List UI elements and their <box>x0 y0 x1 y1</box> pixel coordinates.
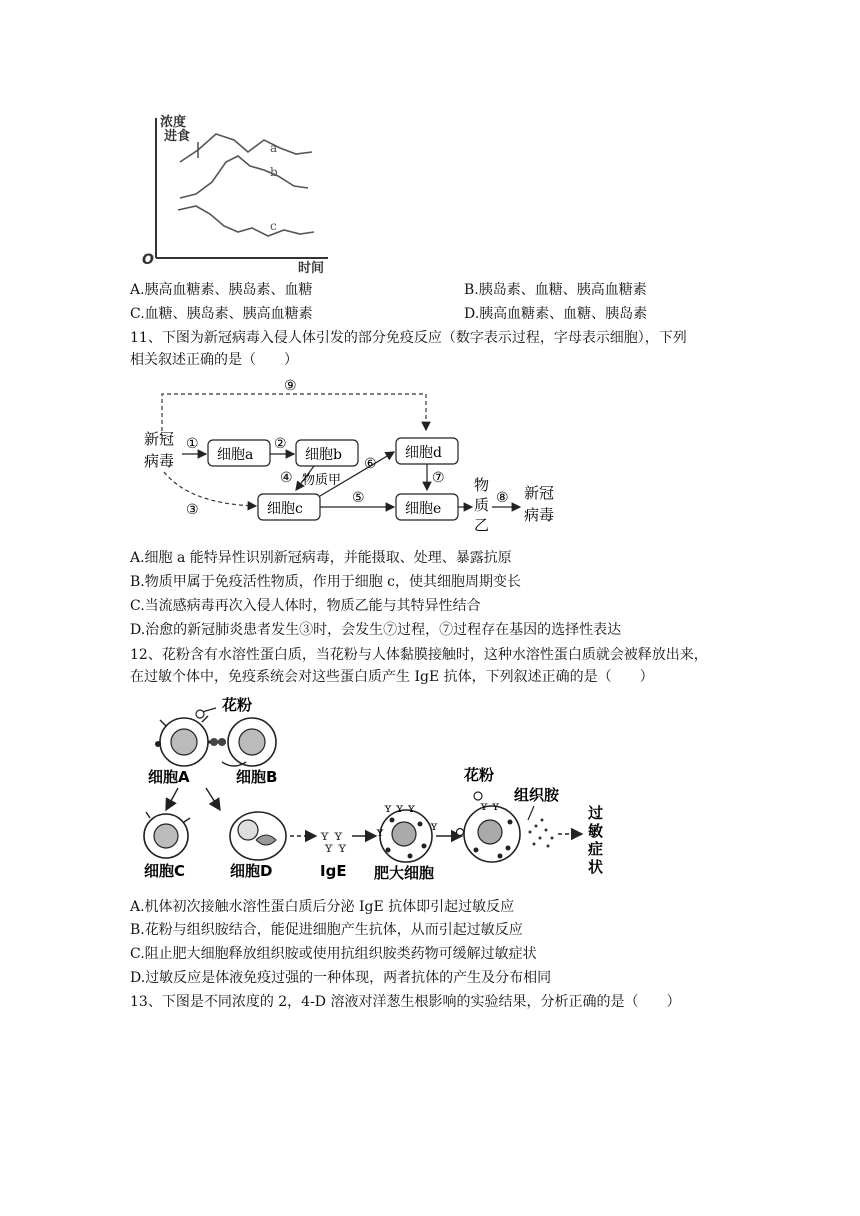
substance-yi-3: 乙 <box>474 516 490 534</box>
antigen-dot <box>218 738 226 746</box>
histamine-pointer <box>528 806 534 820</box>
step-7: ⑦ <box>432 470 445 486</box>
q10-option-b[interactable]: B.胰岛素、血糖、胰高血糖素 <box>464 282 647 298</box>
substance-yi-1: 物 <box>474 476 490 494</box>
cell-D-label: 细胞D <box>230 862 273 880</box>
svg-text:ʏ: ʏ <box>376 825 384 839</box>
q10-option-c[interactable]: C.血糖、胰岛素、胰高血糖素 <box>130 306 313 322</box>
ige-glyphs: ʏ ʏ <box>324 840 347 856</box>
q11-stem-line1: 11、下图为新冠病毒入侵人体引发的部分免疫反应（数字表示过程，字母表示细胞），下列 <box>130 330 687 346</box>
cell-D <box>230 812 286 860</box>
cell-C-label: 细胞C <box>144 862 186 880</box>
q13-stem: 13、下图是不同浓度的 2，4-D 溶液对洋葱生根影响的实验结果，分析正确的是（ ） <box>130 994 681 1010</box>
curve-c <box>178 206 314 236</box>
symptom-1: 过 <box>588 804 604 822</box>
x-axis-label: 时间 <box>298 261 325 274</box>
A-to-D-arrow <box>206 788 220 810</box>
cell-e-label: 细胞e <box>405 501 442 517</box>
curve-a <box>180 134 312 162</box>
cell-b-label: 细胞b <box>305 447 342 463</box>
substance-yi-2: 质 <box>474 496 490 514</box>
svg-text:ʏ: ʏ <box>430 819 438 833</box>
substance-jia-label: 物质甲 <box>302 473 342 488</box>
virus-right-line2: 病毒 <box>524 506 555 524</box>
cell-B <box>228 718 276 766</box>
q12-option-b[interactable]: B.花粉与组织胺结合，能促进细胞产生抗体，从而引起过敏反应 <box>130 922 523 938</box>
pollen-pointer <box>202 708 216 712</box>
cell-A-label: 细胞A <box>148 768 190 786</box>
q10-option-d[interactable]: D.胰高血糖素、血糖、胰岛素 <box>464 306 648 322</box>
cell-c-label: 细胞c <box>267 501 303 517</box>
cell-d-label: 细胞d <box>405 445 442 461</box>
q11-immune-diagram <box>130 372 590 544</box>
antigen-dot <box>210 738 218 746</box>
step-5: ⑤ <box>352 490 365 506</box>
ige-glyphs: ʏ ʏ <box>320 828 343 844</box>
virus-right-line1: 新冠 <box>524 484 555 502</box>
virus-left-line1: 新冠 <box>144 430 175 448</box>
pollen-top-label: 花粉 <box>222 696 253 714</box>
curve-b <box>180 156 308 198</box>
histamine-label: 组织胺 <box>514 786 560 804</box>
mast-cell <box>376 801 438 862</box>
q11-option-c[interactable]: C.当流感病毒再次入侵人体时，物质乙能与其特异性结合 <box>130 598 481 614</box>
curve-a-label: a <box>270 141 278 155</box>
curve-b-label: b <box>270 165 278 179</box>
pollen-right-label: 花粉 <box>464 766 495 784</box>
meal-label: 进食 <box>164 129 191 144</box>
svg-text:ʏ ʏ: ʏ ʏ <box>480 799 500 813</box>
step-8: ⑧ <box>496 490 509 506</box>
step-2: ② <box>274 436 287 452</box>
symptom-4: 状 <box>588 858 604 876</box>
cell-a-label: 细胞a <box>217 447 254 463</box>
cell-C <box>144 812 190 858</box>
q11-option-d[interactable]: D.治愈的新冠肺炎患者发生③时，会发生⑦过程，⑦过程存在基因的选择性表达 <box>130 622 622 638</box>
process-9-path <box>162 394 426 438</box>
cell-A <box>155 710 208 766</box>
q12-stem-line1: 12、花粉含有水溶性蛋白质，当花粉与人体黏膜接触时，这种水溶性蛋白质就会被释放出来， <box>130 647 708 663</box>
q11-option-a[interactable]: A.细胞 a 能特异性识别新冠病毒，并能摄取、处理、暴露抗原 <box>130 550 512 566</box>
virus-left-line2: 病毒 <box>144 452 175 470</box>
step-1: ① <box>186 436 199 452</box>
step-3: ③ <box>186 502 199 518</box>
q12-option-c[interactable]: C.阻止肥大细胞释放组织胺或使用抗组织胺类药物可缓解过敏症状 <box>130 946 537 962</box>
q10-option-a[interactable]: A.胰高血糖素、胰岛素、血糖 <box>130 282 313 298</box>
q12-option-a[interactable]: A.机体初次接触水溶性蛋白质后分泌 IgE 抗体即引起过敏反应 <box>130 899 515 915</box>
ige-label: IgE <box>320 862 347 880</box>
q12-stem-line2: 在过敏个体中，免疫系统会对这些蛋白质产生 IgE 抗体，下列叙述正确的是（ ） <box>130 669 654 685</box>
q11-option-b[interactable]: B.物质甲属于免疫活性物质，作用于细胞 c，使其细胞周期变长 <box>130 574 522 590</box>
curve-c-label: c <box>270 219 277 233</box>
pollen-grain <box>457 829 464 836</box>
q11-stem-line2: 相关叙述正确的是（ ） <box>130 352 298 368</box>
symptom-3: 症 <box>588 840 604 858</box>
cell-B-label: 细胞B <box>236 768 278 786</box>
svg-text:ʏ ʏ ʏ: ʏ ʏ ʏ <box>384 801 416 815</box>
step-6: ⑥ <box>364 456 377 472</box>
A-to-C-arrow <box>166 788 178 810</box>
process-3-path <box>164 472 256 506</box>
origin-label: O <box>142 252 154 268</box>
degranulating-mast-cell <box>464 799 520 862</box>
y-axis-label: 浓度 <box>160 115 187 130</box>
q10-graph <box>138 112 348 274</box>
q12-option-d[interactable]: D.过敏反应是体液免疫过强的一种体现，两者抗体的产生及分布相同 <box>130 970 552 986</box>
step-4: ④ <box>280 470 293 486</box>
histamine-particles <box>529 819 554 848</box>
symptom-2: 敏 <box>588 822 604 840</box>
mast-cell-label: 肥大细胞 <box>374 864 435 882</box>
step-9: ⑨ <box>284 378 297 394</box>
q12-allergy-diagram <box>130 690 620 890</box>
